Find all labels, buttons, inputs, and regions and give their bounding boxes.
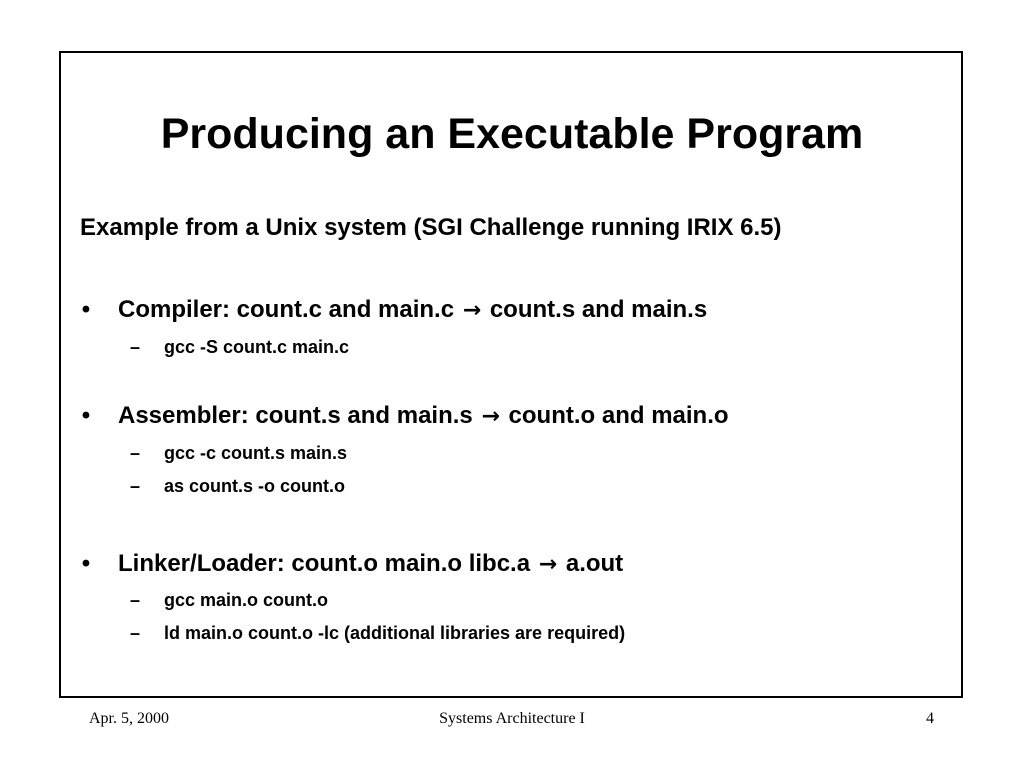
bullet-text <box>118 400 729 433</box>
sub-bullet-marker: – <box>130 337 141 357</box>
bullet-text <box>118 294 707 327</box>
sub-bullet-marker: – <box>130 443 141 463</box>
sub-bullet-text: as count.s -o count.o <box>164 476 346 496</box>
bullet-text-after-arrow: count.o and main.o <box>501 402 729 429</box>
bullet-text <box>118 548 623 581</box>
bullet-text-before-arrow: Compiler: count.c and main.c <box>118 296 461 323</box>
sub-bullet-text: gcc -S count.c main.c <box>164 337 350 357</box>
sub-bullet-marker: – <box>130 623 141 643</box>
bullet-marker: • <box>81 296 91 323</box>
bullet-text-after-arrow: count.s and main.s <box>483 296 708 323</box>
footer-page-number: 4 <box>926 710 934 727</box>
slide-title: Producing an Executable Program <box>160 110 864 158</box>
right-arrow-icon: → <box>481 404 500 429</box>
sub-bullet-text: ld main.o count.o -lc (additional libraries are required) <box>164 623 626 643</box>
bullet-marker: • <box>81 550 91 577</box>
right-arrow-icon: → <box>462 298 482 323</box>
right-arrow-icon: → <box>538 552 558 577</box>
bullet-text-before-arrow: Linker/Loader: count.o main.o libc.a <box>118 550 537 577</box>
sub-bullet-marker: – <box>130 476 141 496</box>
footer-date: Apr. 5, 2000 <box>89 710 169 727</box>
bullet-text-before-arrow: Assembler: count.s and main.s <box>118 402 480 429</box>
sub-bullet-text: gcc main.o count.o <box>164 590 329 610</box>
slide-subtitle: Example from a Unix system (SGI Challenge running IRIX 6.5) <box>80 214 782 241</box>
sub-bullet-marker: – <box>130 590 141 610</box>
footer-course: Systems Architecture I <box>439 710 585 727</box>
bullet-marker: • <box>81 402 91 429</box>
bullet-text-after-arrow: a.out <box>559 550 624 577</box>
sub-bullet-text: gcc -c count.s main.s <box>164 443 348 463</box>
